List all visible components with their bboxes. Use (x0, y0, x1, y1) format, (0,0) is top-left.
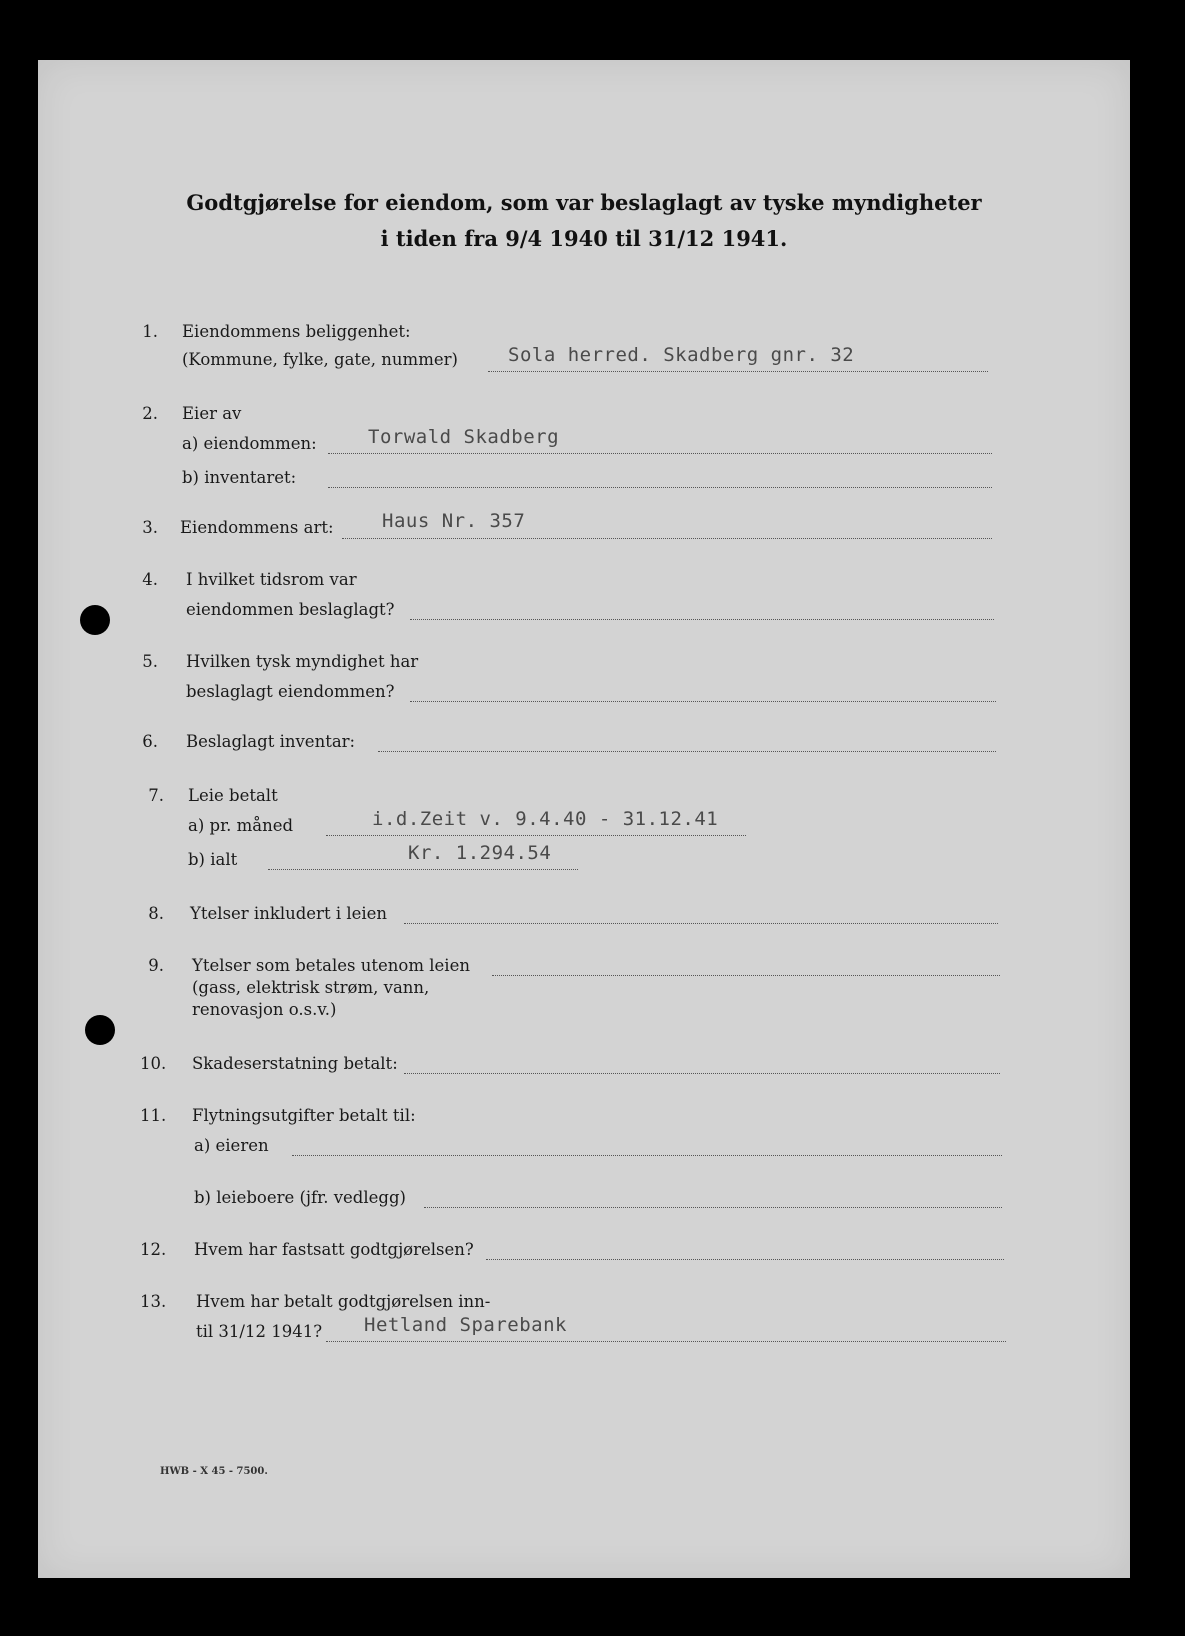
item-3-answer: Haus Nr. 357 (382, 510, 526, 532)
item-4-answer-line (410, 619, 994, 620)
item-3-label: Eiendommens art: (180, 518, 334, 537)
item-1-answer: Sola herred. Skadberg gnr. 32 (508, 344, 855, 366)
item-9-answer-line (492, 975, 1000, 976)
item-8-number: 8. (148, 904, 164, 923)
punch-hole-top (80, 605, 110, 635)
item-3-number: 3. (142, 518, 158, 537)
item-9-sublabel: (gass, elektrisk strøm, vann, (192, 978, 430, 997)
item-6-label: Beslaglagt inventar: (186, 732, 356, 751)
item-11a-label: a) eieren (194, 1136, 269, 1155)
item-6-number: 6. (142, 732, 158, 751)
item-8-answer-line (404, 923, 998, 924)
item-11b-answer-line (424, 1207, 1002, 1208)
item-11-label: Flytningsutgifter betalt til: (192, 1106, 416, 1125)
item-12-label: Hvem har fastsatt godtgjørelsen? (194, 1240, 474, 1259)
item-1-number: 1. (142, 322, 158, 341)
item-4-label: I hvilket tidsrom var (186, 570, 357, 589)
item-7a-label: a) pr. måned (188, 816, 294, 835)
form-title-line1: Godtgjørelse for eiendom, som var beslaglagt av tyske myndigheter (186, 190, 982, 215)
item-10-answer-line (404, 1073, 1000, 1074)
item-1-sublabel: (Kommune, fylke, gate, nummer) (182, 350, 458, 369)
item-3-answer-line (342, 538, 992, 539)
item-6-answer-line (378, 751, 996, 752)
item-1-answer-line (488, 371, 988, 372)
item-13-answer-line (326, 1341, 1006, 1342)
item-4-number: 4. (142, 570, 158, 589)
item-2a-answer-line (328, 453, 992, 454)
item-2a-answer: Torwald Skadberg (368, 426, 560, 448)
item-12-number: 12. (140, 1240, 167, 1259)
item-11a-answer-line (292, 1155, 1002, 1156)
item-2a-label: a) eiendommen: (182, 434, 317, 453)
item-1-label: Eiendommens beliggenhet: (182, 322, 411, 341)
item-13-sublabel: til 31/12 1941? (196, 1322, 323, 1341)
item-4-sublabel: eiendommen beslaglagt? (186, 600, 395, 619)
item-5-label: Hvilken tysk myndighet har (186, 652, 419, 671)
item-8-label: Ytelser inkludert i leien (190, 904, 388, 923)
item-7b-answer: Kr. 1.294.54 (408, 842, 552, 864)
item-9-label: Ytelser som betales utenom leien (192, 956, 470, 975)
item-13-number: 13. (140, 1292, 167, 1311)
form-sheet (38, 60, 1130, 1578)
item-7a-answer: i.d.Zeit v. 9.4.40 - 31.12.41 (372, 808, 719, 830)
item-11b-label: b) leieboere (jfr. vedlegg) (194, 1188, 406, 1207)
item-5-answer-line (410, 701, 996, 702)
punch-hole-bottom (85, 1015, 115, 1045)
item-7b-answer-line (268, 869, 578, 870)
item-9-sublabel-2: renovasjon o.s.v.) (192, 1000, 337, 1019)
item-2-number: 2. (142, 404, 158, 423)
item-13-answer: Hetland Sparebank (364, 1314, 567, 1336)
item-13-label: Hvem har betalt godtgjørelsen inn- (196, 1292, 491, 1311)
item-7-label: Leie betalt (188, 786, 278, 805)
item-7-number: 7. (148, 786, 164, 805)
item-12-answer-line (486, 1259, 1004, 1260)
item-5-number: 5. (142, 652, 158, 671)
item-7b-label: b) ialt (188, 850, 238, 869)
item-7a-answer-line (326, 835, 746, 836)
item-10-label: Skadeserstatning betalt: (192, 1054, 398, 1073)
item-5-sublabel: beslaglagt eiendommen? (186, 682, 395, 701)
item-2-label: Eier av (182, 404, 242, 423)
form-title-line2: i tiden fra 9/4 1940 til 31/12 1941. (380, 226, 788, 251)
item-2b-answer-line (328, 487, 992, 488)
form-code-footer: HWB - X 45 - 7500. (160, 1466, 268, 1477)
item-9-number: 9. (148, 956, 164, 975)
item-11-number: 11. (140, 1106, 167, 1125)
item-10-number: 10. (140, 1054, 167, 1073)
item-2b-label: b) inventaret: (182, 468, 297, 487)
